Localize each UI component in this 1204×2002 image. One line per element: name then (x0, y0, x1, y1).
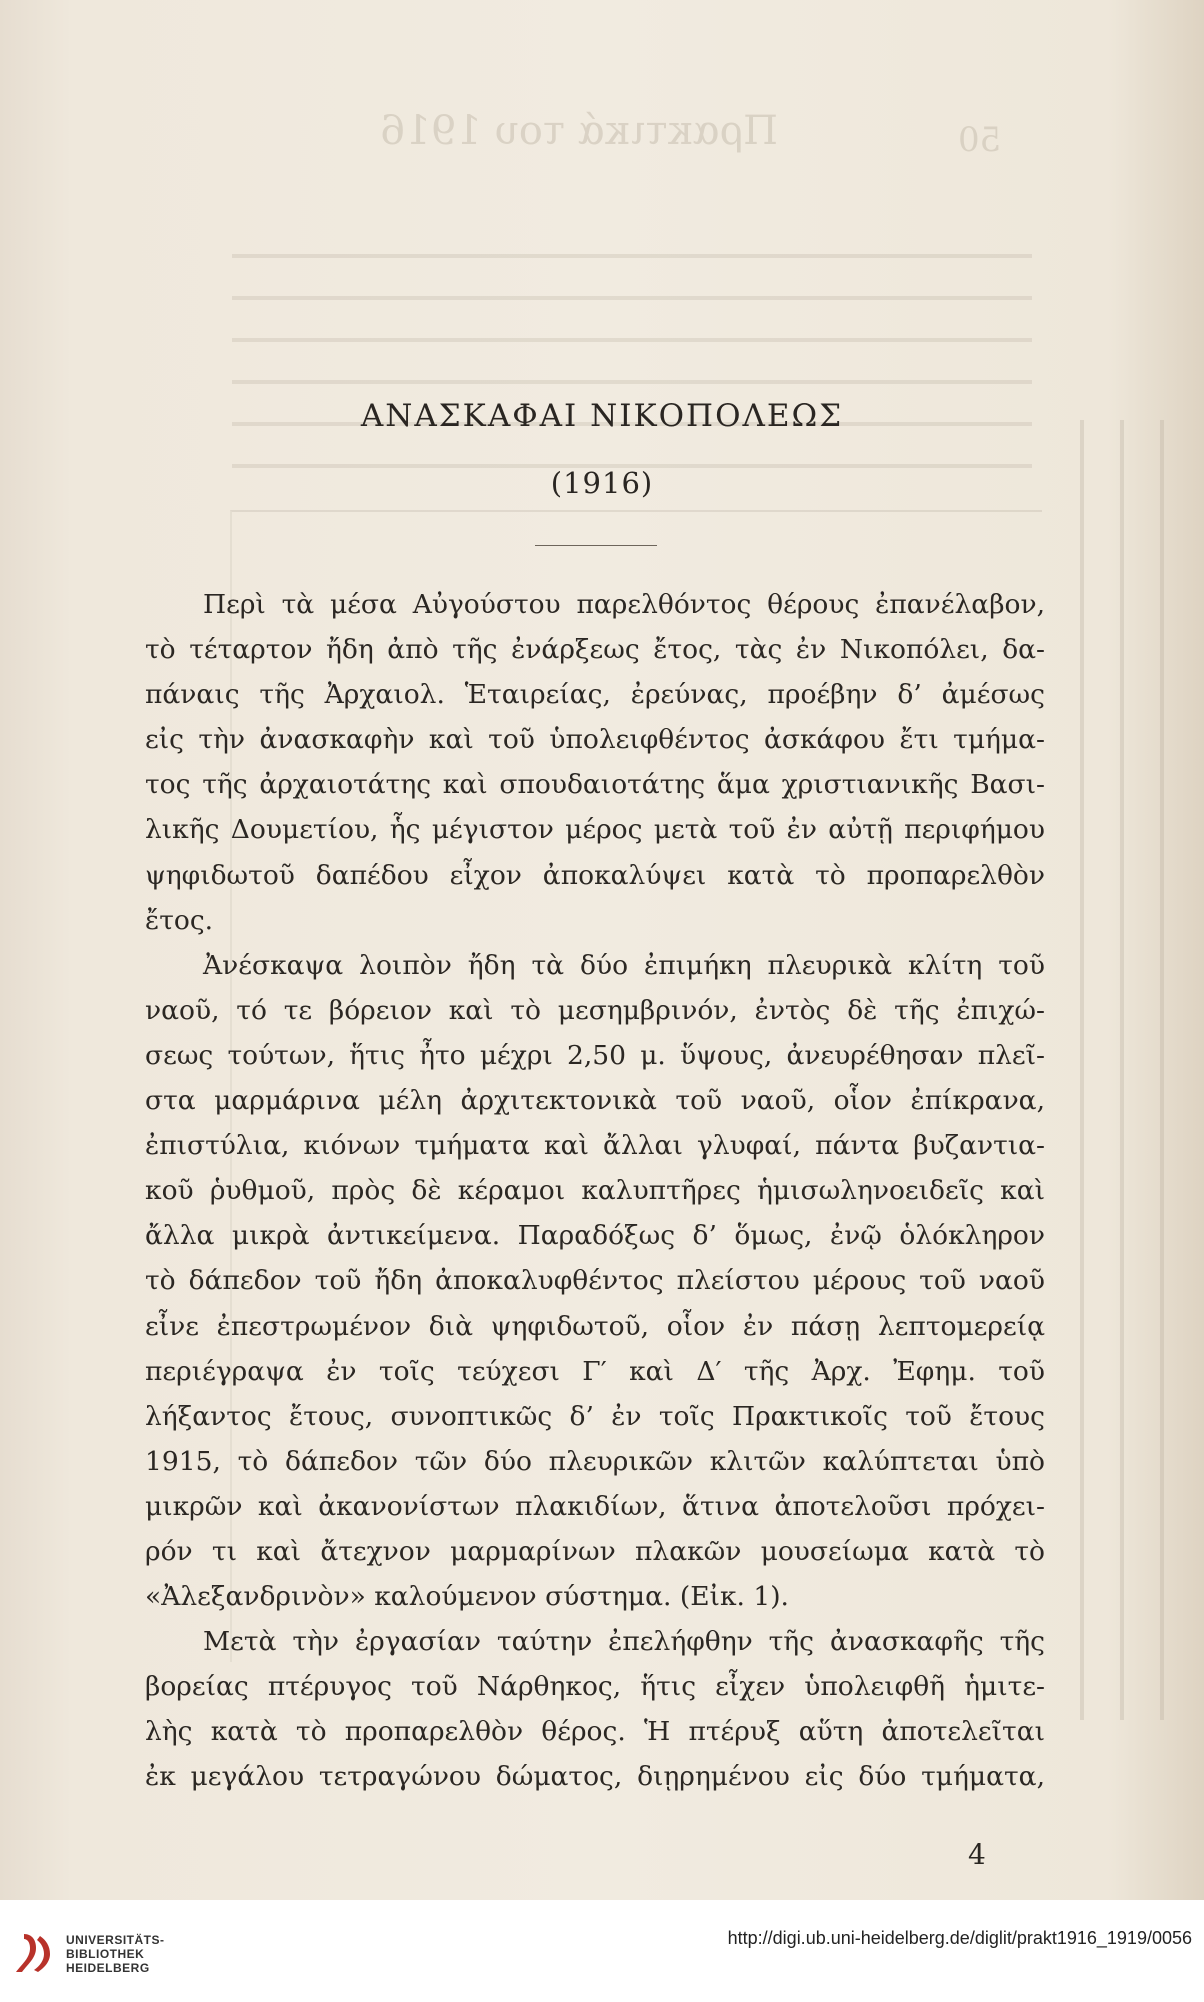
text-line: κοῦ ῥυθμοῦ, πρὸς δὲ κέραμοι καλυπτῆρες ἡμισωληνοειδεῖς καὶ (145, 1175, 1045, 1207)
library-name-line2: BIBLIOTHEK (66, 1947, 145, 1961)
bleed-through-text (232, 232, 1032, 472)
text-line: σεως τούτων, ἥτις ἦτο μέχρι 2,50 μ. ὕψους, ἀνευρέθησαν πλεῖ- (145, 1039, 1045, 1071)
body-text (145, 582, 1045, 1800)
page-number: 4 (968, 1838, 986, 1871)
text-line: στα μαρμάρινα μέλη ἀρχιτεκτονικὰ τοῦ ναοῦ, οἷον ἐπίκρανα, (145, 1085, 1045, 1117)
text-line: 1915, τὸ δάπεδον τῶν δύο πλευρικῶν κλιτῶν καλύπτεται ὑπὸ (145, 1445, 1045, 1477)
bleed-through-caption (1060, 420, 1180, 1720)
text-line: ρόν τι καὶ ἄτεχνον μαρμαρίνων πλακῶν μουσείωμα κατὰ τὸ (145, 1535, 1045, 1567)
text-line: Ἀνέσκαψα λοιπὸν ἤδη τὰ δύο ἐπιμήκη πλευρικὰ κλίτη τοῦ (203, 949, 1045, 981)
viewer-footer (0, 1900, 1204, 2002)
library-logo-icon (10, 1930, 56, 1976)
text-line: μικρῶν καὶ ἀκανονίστων πλακιδίων, ἅτινα ἀποτελοῦσι πρόχει- (145, 1490, 1045, 1522)
text-line: ψηφιδωτοῦ δαπέδου εἶχον ἀποκαλύψει κατὰ τὸ προπαρελθὸν (145, 859, 1045, 891)
text-line: τὸ δάπεδον τοῦ ἤδη ἀποκαλυφθέντος πλείστου μέρους τοῦ ναοῦ (145, 1265, 1045, 1297)
text-line: βορείας πτέρυγος τοῦ Νάρθηκος, ἥτις εἶχεν ὑπολειφθῆ ἡμιτε- (145, 1671, 1045, 1703)
library-name-line1: UNIVERSITÄTS- (66, 1933, 165, 1947)
text-line: πάναις τῆς Ἀρχαιολ. Ἑταιρείας, ἐρεύνας, προέβην δ’ ἀμέσως (145, 679, 1045, 711)
bleed-through-page-number: 50 (958, 120, 1002, 160)
document-title: ΑΝΑΣΚΑΦΑΙ ΝΙΚΟΠΟΛΕΩΣ (360, 398, 844, 434)
document-year: (1916) (550, 466, 654, 500)
bleed-through-header: Πρακτικά του 1916 (380, 108, 778, 154)
library-name (66, 1933, 165, 1975)
permalink-url[interactable]: http://digi.ub.uni-heidelberg.de/diglit/prakt1916_1919/0056 (727, 1928, 1192, 1948)
text-line: Περὶ τὰ μέσα Αὐγούστου παρελθόντος θέρους ἐπανέλαβον, (203, 589, 1045, 620)
text-line: τος τῆς ἀρχαιοτάτης καὶ σπουδαιοτάτης ἅμα χριστιανικῆς Βασι- (145, 769, 1045, 801)
text-line: εἰς τὴν ἀνασκαφὴν καὶ τοῦ ὑπολειφθέντος ἀσκάφου ἔτι τμήμα- (145, 724, 1045, 756)
text-line: ἄλλα μικρὰ ἀντικείμενα. Παραδόξως δ’ ὅμως, ἐνῷ ὁλόκληρον (145, 1220, 1045, 1252)
text-line: ἔτος. (145, 904, 214, 936)
text-line: τὸ τέταρτον ἤδη ἀπὸ τῆς ἐνάρξεως ἔτος, τὰς ἐν Νικοπόλει, δα- (145, 634, 1045, 666)
title-divider (535, 545, 657, 546)
text-line: λήξαντος ἔτους, συνοπτικῶς δ’ ἐν τοῖς Πρακτικοῖς τοῦ ἔτους (145, 1400, 1045, 1432)
library-name-line3: HEIDELBERG (66, 1961, 150, 1975)
text-line: περιέγραψα ἐν τοῖς τεύχεσι Γ′ καὶ Δ′ τῆς Ἀρχ. Ἐφημ. τοῦ (145, 1355, 1045, 1387)
text-line: «Ἀλεξανδρινὸν» καλούμενον σύστημα. (Εἰκ. 1). (145, 1581, 789, 1613)
text-line: λὴς κατὰ τὸ προπαρελθὸν θέρος. Ἡ πτέρυξ αὕτη ἀποτελεῖται (145, 1716, 1045, 1748)
text-line: ἐπιστύλια, κιόνων τμήματα καὶ ἄλλαι γλυφαί, πάντα βυζαντια- (145, 1130, 1045, 1162)
text-line: ἐκ μεγάλου τετραγώνου δώματος, διῃρημένου εἰς δύο τμήματα, (145, 1761, 1045, 1793)
text-line: Μετὰ τὴν ἐργασίαν ταύτην ἐπελήφθην τῆς ἀνασκαφῆς τῆς (203, 1626, 1045, 1658)
text-line: εἶνε ἐπεστρωμένον διὰ ψηφιδωτοῦ, οἷον ἐν πάσῃ λεπτομερείᾳ (145, 1310, 1045, 1342)
text-line: λικῆς Δουμετίου, ἧς μέγιστον μέρος μετὰ τοῦ ἐν αὐτῇ περιφήμου (145, 814, 1045, 846)
text-line: ναοῦ, τό τε βόρειον καὶ τὸ μεσημβρινόν, ἐντὸς δὲ τῆς ἐπιχώ- (145, 994, 1045, 1026)
